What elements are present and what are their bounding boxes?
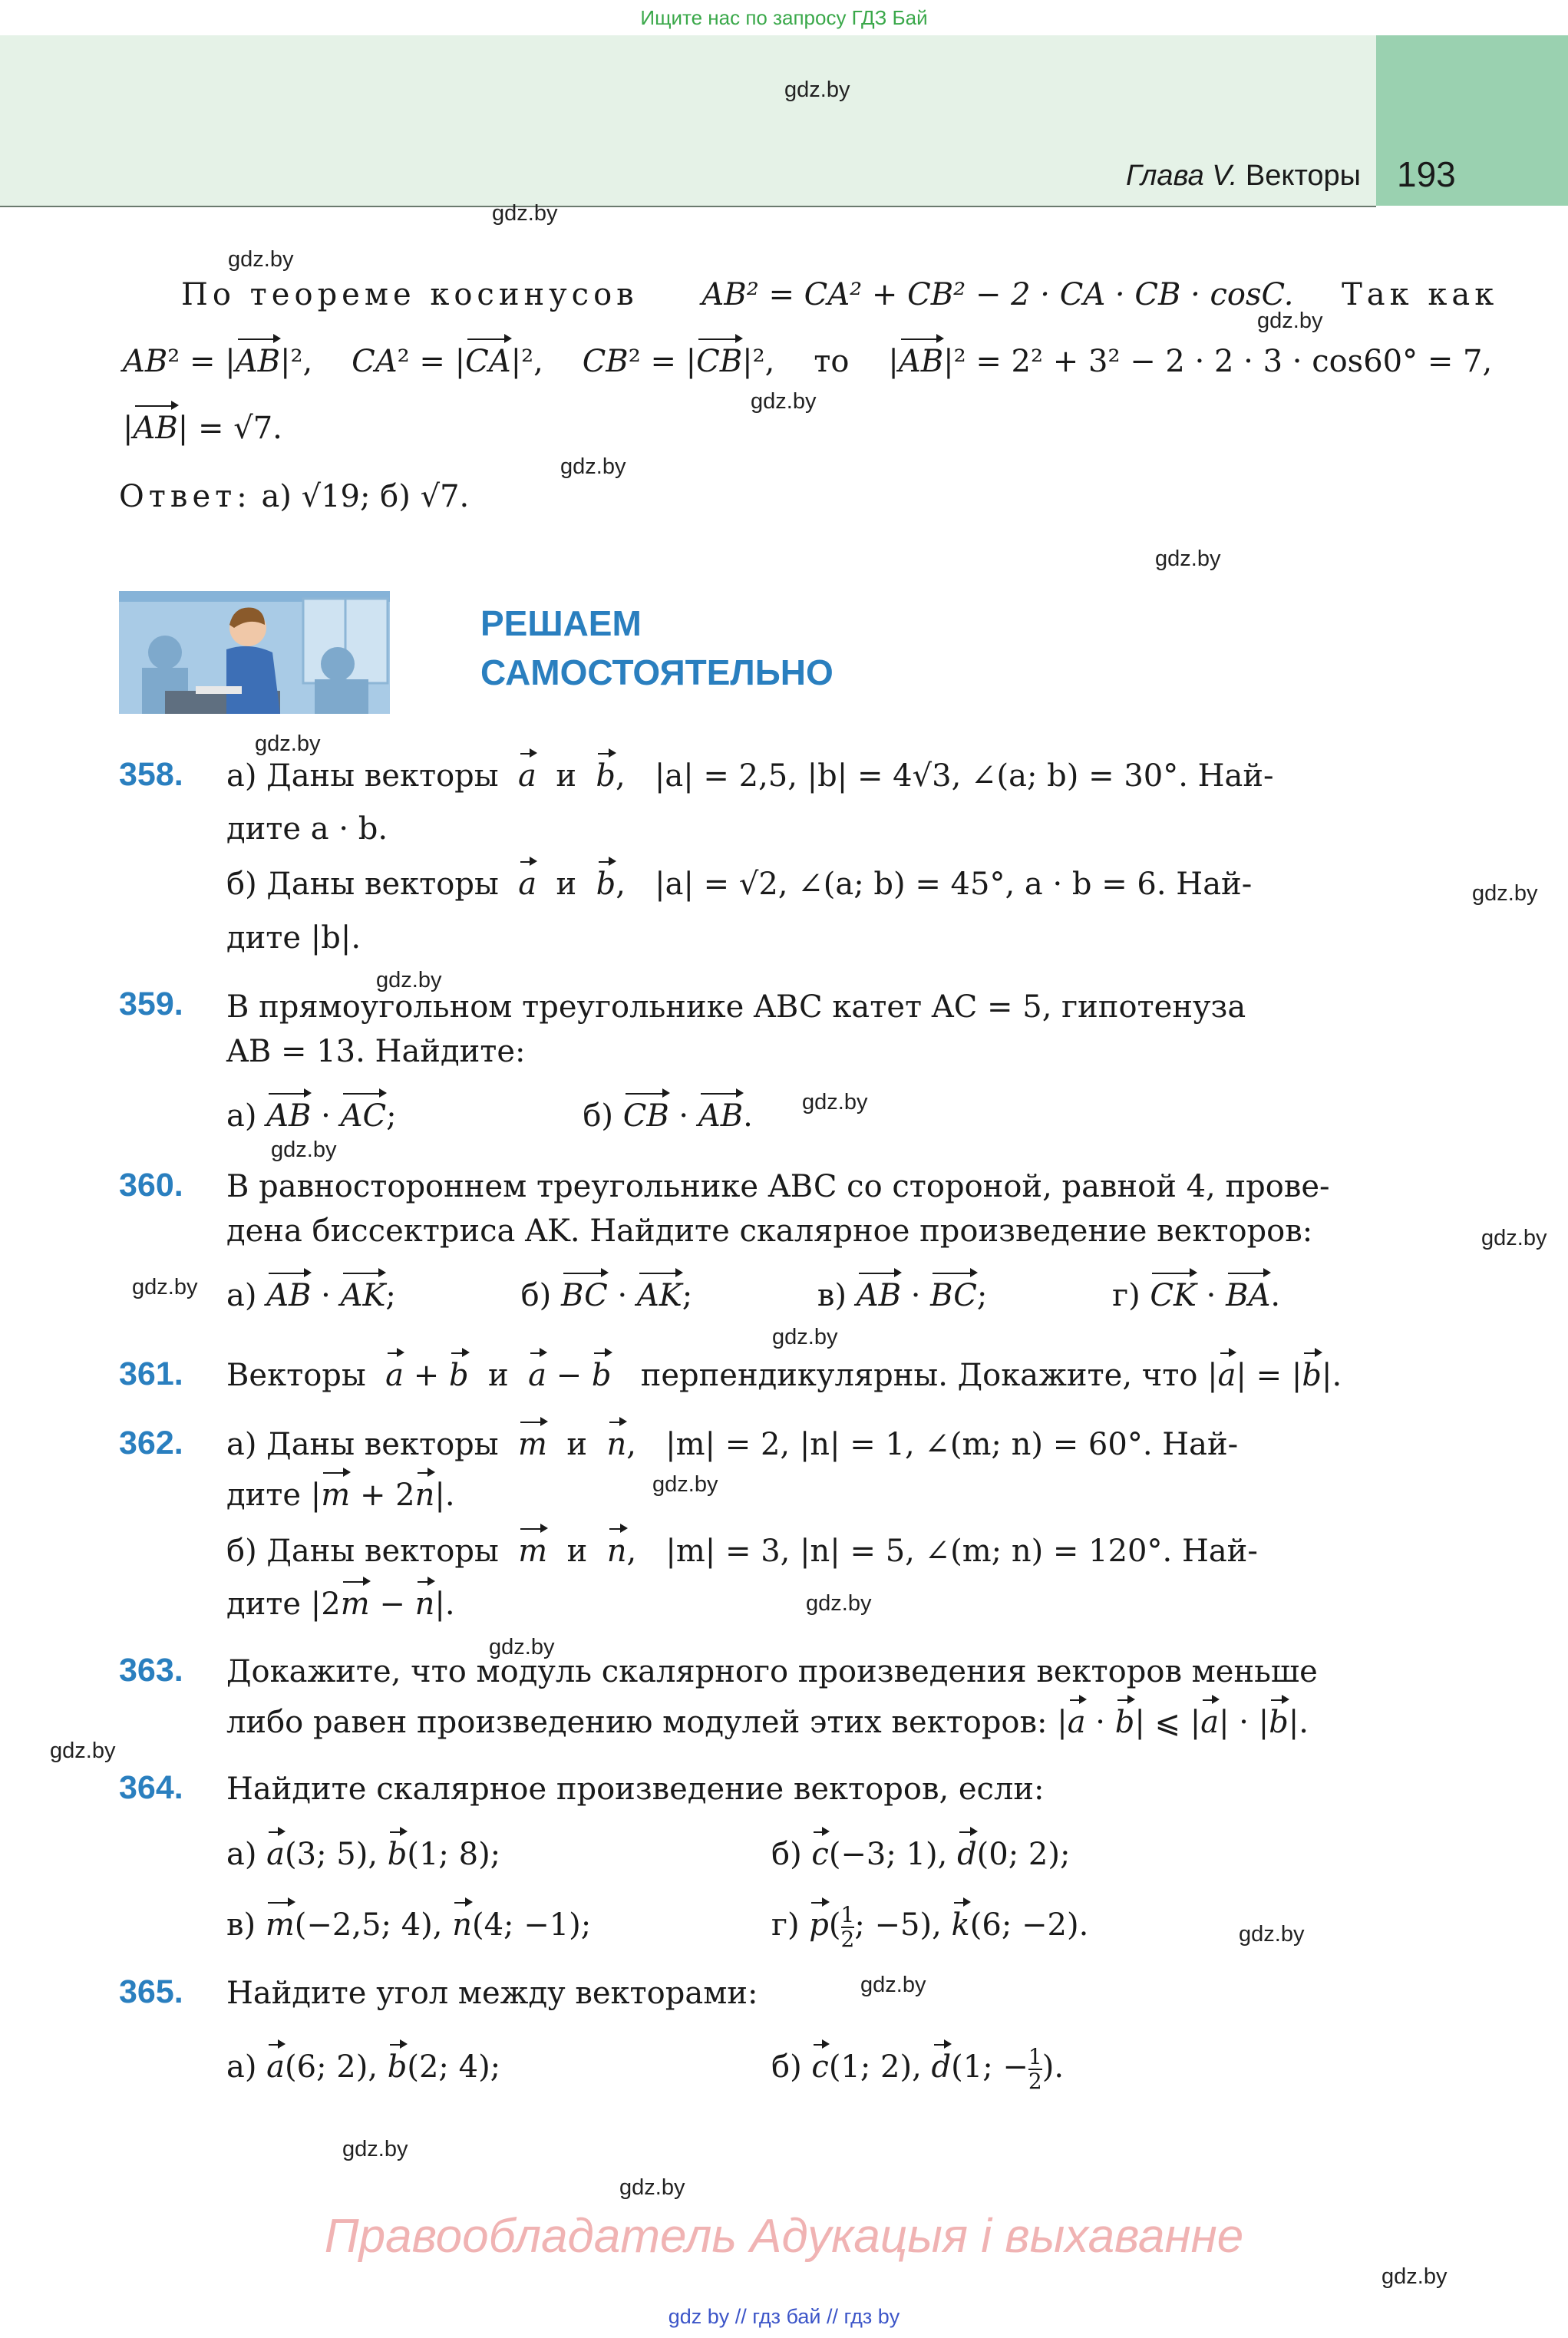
item-label: б) [583,1098,613,1134]
text: либо равен произведению модулей этих векторов: [226,1705,1048,1740]
watermark: gdz.by [376,968,442,992]
value: (0; 2); [976,1837,1071,1872]
problem-358-b-line2: дите |b|. [226,920,361,956]
problem-363-line1: Докажите, что модуль скалярного произведения векторов меньше [226,1654,1318,1689]
text: а) Даны векторы [226,758,499,794]
problem-number: 360. [119,1167,183,1204]
intro-line-3: |AB| = √7. [123,407,282,450]
watermark: gdz.by [489,1635,555,1659]
watermark: gdz.by [1481,1226,1547,1250]
text: |a| = √2, ∠(a; b) = 45°, a · b = 6. Най- [655,867,1253,902]
intro-result: = 2² + 3² − 2 · 2 · 3 · cos60° = 7, [975,344,1493,379]
problem-363-line2: либо равен произведению модулей этих векторов: |a · b| ⩽ |a| · |b|. [226,1701,1309,1744]
answer-label: Ответ: [119,479,252,514]
value: (1; − [951,2049,1028,2085]
problem-number: 362. [119,1425,183,1461]
problem-364-b: б) c(−3; 1), d(0; 2); [771,1833,1070,1876]
problem-359-line1: В прямоугольном треугольнике ABC катет AC = 5, гипотенуза [226,989,1246,1025]
value: (3; 5), [285,1837,378,1872]
problem-359-items: а) AB · AC; б) CB · AB. [226,1095,753,1138]
item-label: г) [1112,1278,1141,1313]
text: Векторы [226,1358,366,1393]
value: (2; 4); [407,2049,501,2085]
intro-formula: AB² = CA² + CB² − 2 · CA · CB · cosC. [701,277,1294,312]
text: а) Даны векторы [226,1427,499,1462]
intro-then: то [814,344,850,379]
section-title [480,599,834,697]
watermark: gdz.by [772,1325,838,1349]
watermark: gdz.by [806,1591,872,1616]
problem-359-line2: AB = 13. Найдите: [226,1034,526,1069]
text: |m| = 3, |n| = 5, ∠(m; n) = 120°. Най- [665,1534,1258,1569]
watermark: gdz.by [1257,309,1323,333]
item-label: в) [226,1907,256,1943]
problem-362-b-line2: дите |2m − n|. [226,1583,455,1626]
problem-364-c: в) m(−2,5; 4), n(4; −1); [226,1904,591,1947]
problem-number: 359. [119,986,183,1022]
problem-364-a: а) a(3; 5), b(1; 8); [226,1833,500,1876]
value: (1; 2), [828,2049,922,2085]
text: перпендикулярны. Докажите, что [640,1358,1198,1393]
problem-number: 361. [119,1356,183,1392]
problem-number: 358. [119,756,183,793]
answer-text: а) √19; б) √7. [261,479,470,514]
chapter-label: Глава V. [1126,160,1238,192]
problem-number: 363. [119,1652,183,1689]
problem-362-b-line1: б) Даны векторы m и n, |m| = 3, |n| = 5, ∠(m; n) = 120°. Най- [226,1530,1258,1573]
value: (6; −2). [969,1907,1089,1943]
chapter-name: Векторы [1245,160,1361,192]
problem-360-items: а) AB · AK; б) BC · AK; в) AB · BC; г) CK · BA. [226,1274,1280,1317]
item-label: б) [771,1837,802,1872]
text: |m| = 2, |n| = 1, ∠(m; n) = 60°. Най- [665,1427,1239,1462]
watermark: gdz.by [802,1090,868,1115]
value: ; −5), [854,1907,942,1943]
watermark: gdz.by [492,201,558,226]
item-label: б) [520,1278,552,1313]
student-at-desk-illustration [119,591,390,714]
intro-tail: Так как [1342,277,1499,312]
watermark: gdz.by [784,78,850,102]
bottom-links[interactable]: gdz by // гдз бай // гдз by [668,2305,900,2328]
value: (−2,5; 4), [294,1907,443,1943]
problem-360-line1: В равностороннем треугольнике ABC со стороной, равной 4, прове- [226,1169,1330,1204]
problem-361-line: Векторы a + b и a − b перпендикулярны. Докажите, что |a| = |b|. [226,1354,1342,1397]
text: б) Даны векторы [226,1534,499,1569]
problem-number: 365. [119,1973,183,2010]
watermark: gdz.by [1472,881,1538,906]
item-label: а) [226,1278,257,1313]
copyright-watermark: Правообладатель Адукацыя і выхаванне [324,2210,1244,2263]
value: (6; 2), [285,2049,378,2085]
watermark: gdz.by [50,1739,116,1763]
value: (−3; 1), [828,1837,948,1872]
value: (1; 8); [407,1837,501,1872]
text: б) Даны векторы [226,867,499,902]
watermark: gdz.by [132,1275,198,1299]
item-label: а) [226,1837,257,1872]
problem-358-a-line2: дите a · b. [226,811,388,847]
problem-number: 364. [119,1769,183,1806]
watermark: gdz.by [1239,1922,1305,1947]
watermark: gdz.by [255,731,321,756]
problem-365-line1: Найдите угол между векторами: [226,1976,758,2011]
chapter-title [1126,160,1361,193]
watermark: gdz.by [619,2175,685,2200]
item-label: а) [226,2049,257,2085]
watermark: gdz.by [1155,547,1221,571]
problem-362-a-line2: дите |m + 2n|. [226,1474,455,1517]
problem-365-b: б) c(1; 2), d(1; − $\frac{1}{2}$ ). [771,2044,1065,2094]
problem-362-a-line1: а) Даны векторы m и n, |m| = 2, |n| = 1, ∠(m; n) = 60°. Най- [226,1423,1238,1466]
watermark: gdz.by [860,1973,926,1997]
watermark: gdz.by [560,454,626,479]
intro-line-1 [181,273,1498,316]
intro-result-2: = √7. [197,411,282,446]
item-label: б) [771,2049,802,2085]
text: |a| = 2,5, |b| = 4√3, ∠(a; b) = 30°. Най- [654,758,1274,794]
watermark: gdz.by [271,1138,337,1162]
item-label: в) [817,1278,847,1313]
value: (4; −1); [471,1907,592,1943]
item-label: а) [226,1098,257,1134]
watermark: gdz.by [652,1472,718,1497]
intro-line-2: AB² = |AB|², CA² = |CA|², CB² = |CB|², то |AB|² = 2² + 3² − 2 · 2 · 3 · cos60° = 7, [123,340,1492,383]
problem-364-line1: Найдите скалярное произведение векторов, если: [226,1772,1045,1807]
item-label: г) [771,1907,800,1943]
problem-364-d: г) p( $\frac{1}{2}$ ; −5), k(6; −2). [771,1902,1089,1952]
intro-text: По теореме косинусов [181,277,639,312]
text: дите [226,1587,302,1622]
section-title-line-1: РЕШАЕМ [480,603,642,643]
answer-line [119,475,469,518]
problem-358-b-line1: б) Даны векторы a и b, |a| = √2, ∠(a; b) = 45°, a · b = 6. Най- [226,863,1252,906]
top-notice: Ищите нас по запросу ГДЗ Бай [640,6,928,29]
watermark: gdz.by [1381,2264,1448,2289]
problem-360-line2: дена биссектриса AK. Найдите скалярное произведение векторов: [226,1214,1313,1249]
watermark: gdz.by [342,2137,408,2161]
problem-358-a-line1: а) Даны векторы a и b, |a| = 2,5, |b| = 4√3, ∠(a; b) = 30°. Най- [226,755,1274,797]
page-number: 193 [1397,154,1456,194]
problem-365-a: а) a(6; 2), b(2; 4); [226,2046,500,2089]
section-title-line-2: САМОСТОЯТЕЛЬНО [480,652,834,692]
text: дите [226,1478,302,1513]
watermark: gdz.by [751,389,817,414]
watermark: gdz.by [228,247,294,272]
